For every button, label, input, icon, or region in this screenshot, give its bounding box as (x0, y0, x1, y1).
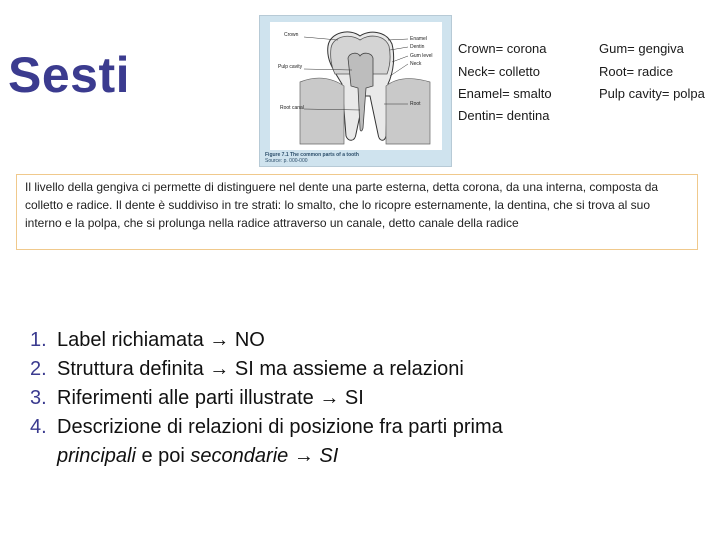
gloss-crown: Crown= corona (458, 41, 547, 56)
list-text: Struttura definita → SI ma assieme a relazioni (57, 358, 464, 380)
list-text: Descrizione di relazioni di posizione fra parti prima (57, 416, 503, 438)
description-text: Il livello della gengiva ci permette di distinguere nel dente una parte esterna, detta corona, da una interna, composta da colletto e radice. Il dente è suddiviso in tre strati: lo smalto, che lo ricopre esternamente, la dentina, che si trova al suo interno e la polpa, che si prolunga nella radice attraverso un canale, detto canale della radice (25, 180, 659, 230)
criteria-list (30, 326, 690, 471)
caption-source: Source: p. 000-000 (265, 158, 308, 164)
label-dentin: Dentin (410, 44, 425, 50)
gloss-root: Root= radice (599, 64, 674, 79)
gloss-enamel: Enamel= smalto (458, 86, 552, 101)
list-number: 4. (30, 416, 47, 438)
list-item (30, 355, 690, 384)
label-pulp-cavity: Pulp cavity (278, 64, 303, 70)
gum-right (386, 79, 430, 144)
list-item (30, 384, 690, 413)
gloss-gum: Gum= gengiva (599, 41, 684, 56)
gloss-neck: Neck= colletto (458, 64, 541, 79)
label-gum-level: Gum level (410, 53, 433, 59)
figure-caption (265, 152, 359, 164)
list-text: Label richiamata → NO (57, 329, 265, 351)
gloss-dentin: Dentin= dentina (458, 108, 550, 123)
label-crown: Crown (284, 32, 299, 38)
list-item (30, 326, 690, 355)
emphasis-principali: principali (57, 445, 136, 467)
description-box (16, 174, 698, 250)
tooth-diagram (259, 15, 452, 167)
label-enamel: Enamel (410, 36, 427, 42)
list-number: 3. (30, 387, 47, 409)
caption-title: Figure 7.1 The common parts of a tooth (265, 152, 359, 158)
list-number: 2. (30, 358, 47, 380)
label-root: Root (410, 101, 421, 107)
label-root-canal: Root canal (280, 105, 304, 111)
list-number: 1. (30, 329, 47, 351)
slide-title: Sesti (8, 47, 131, 103)
connector-text: e poi (135, 445, 191, 467)
list-item (30, 413, 690, 442)
list-text: Riferimenti alle parti illustrate → SI (57, 387, 364, 409)
emphasis-secondarie: secondarie → SI (190, 445, 339, 467)
label-neck: Neck (410, 61, 422, 67)
list-item-continuation (30, 442, 690, 471)
gloss-pulp: Pulp cavity= polpa (599, 86, 705, 101)
gum-left (300, 78, 344, 144)
